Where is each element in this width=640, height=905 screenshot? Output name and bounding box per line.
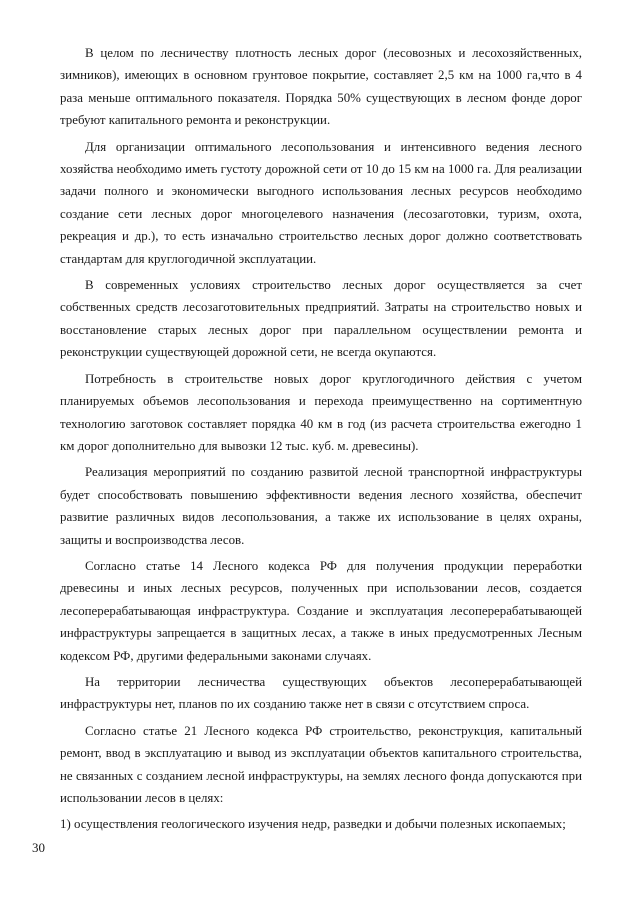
paragraph-road-density: В целом по лесничеству плотность лесных дорог (лесовозных и лесохозяйственных, зимников), имеющих в основном грунтовое покрытие, составляет 2,5 км на 1000 га,что в 4 раза меньше оптимального показателя. Порядка 50% существующих в лесном фонде дорог требуют капитального ремонта и реконструкции. [60, 46, 582, 128]
page-number: 30 [32, 840, 45, 855]
paragraph-transport-infrastructure: Реализация мероприятий по созданию развитой лесной транспортной инфраструктуры будет способствовать повышению эффективности ведения лесного хозяйства, обеспечит развитие различных видов лесопользования, а также их использование в целях охраны, защиты и воспроизводства лесов. [60, 465, 582, 547]
paragraph-article-14: Согласно статье 14 Лесного кодекса РФ для получения продукции переработки древесины и иных лесных ресурсов, полученных при использовании лесов, создается лесоперерабатывающая инфраструктура. Создание и эксплуатация лесоперерабатывающей инфраструктуры запрещается в защитных лесах, а также в иных предусмотренных Лесным кодексом РФ, другими федеральными законами случаях. [60, 558, 582, 663]
paragraph-road-network: Для организации оптимального лесопользования и интенсивного ведения лесного хозяйства необходимо иметь густоту дорожной сети от 10 до 15 км на 1000 га. Для реализации задачи полного и экономически выгодного использования лесных ресурсов необходимо создание сети лесных дорог многоцелевого назначения (лесозаготовки, туризм, охота, рекреация и др.), то есть изначально строительство лесных дорог должно соответствовать стандартам для круглогодичной эксплуатации. [60, 139, 582, 266]
list-item-1: 1) осуществления геологического изучения недр, разведки и добычи полезных ископаемых; [60, 817, 566, 832]
paragraph-article-21: Согласно статье 21 Лесного кодекса РФ строительство, реконструкция, капитальный ремонт, ввод в эксплуатацию и вывод из эксплуатации объектов капитального строительства, не связанных с созданием лесной инфраструктуры, на землях лесного фонда допускаются при использовании лесов в целях: [60, 723, 582, 805]
paragraph-road-construction-funding: В современных условиях строительство лесных дорог осуществляется за счет собственных средств лесозаготовительных предприятий. Затраты на строительство новых и восстановление старых лесных дорог при параллельном осуществлении ремонта и реконструкции существующей дорожной сети, не всегда окупаются. [60, 278, 582, 360]
paragraph-processing-infrastructure: На территории лесничества существующих объектов лесоперерабатывающей инфраструктуры нет, планов по их созданию также нет в связи с отсутствием спроса. [60, 674, 582, 712]
paragraph-road-construction-need: Потребность в строительстве новых дорог круглогодичного действия с учетом планируемых объемов лесопользования и перехода преимущественно на сортиментную технологию заготовок составляет порядка 40 км в год (из расчета строительства ежегодно 1 км дорог дополнительно для вывозки 12 тыс. куб. м. древесины). [60, 371, 582, 453]
